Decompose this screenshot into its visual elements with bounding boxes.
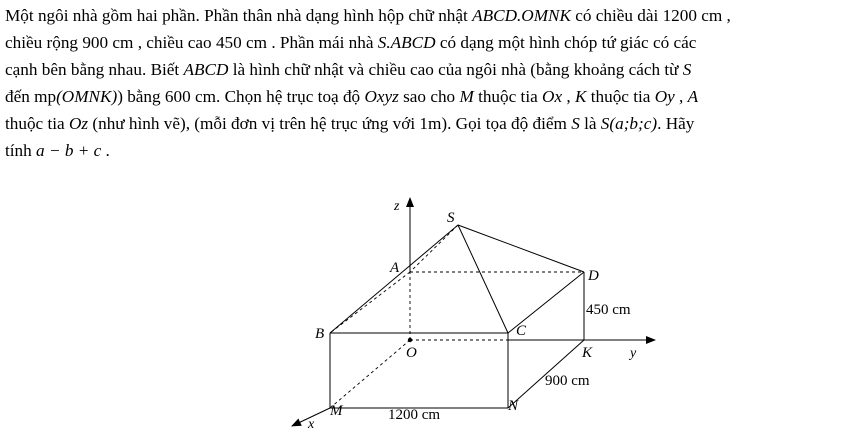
- math-point-a: A: [687, 87, 699, 106]
- label-axis-y: y: [630, 346, 637, 361]
- label-axis-z: z: [394, 199, 400, 214]
- math-ray-ox: Ox: [542, 87, 563, 106]
- problem-line-3: cạnh bên bằng nhau. Biết ABCD là hình chữ nhật và chiều cao của ngôi nhà (bằng khoảng cách từ S: [5, 60, 692, 79]
- math-rect-name: ABCD: [183, 60, 229, 79]
- edge-sb: [330, 225, 458, 333]
- edge-om: [330, 340, 410, 408]
- math-coord-s: S(a;b;c): [600, 114, 658, 133]
- math-system-oxyz: Oxyz: [364, 87, 399, 106]
- label-length-1200: 1200 cm: [388, 407, 441, 423]
- label-point-k: K: [582, 345, 593, 361]
- math-point-s: S: [682, 60, 692, 79]
- math-pyramid-name: S.ABCD: [377, 33, 436, 52]
- problem-line-6: tính a − b + c .: [5, 141, 110, 160]
- label-point-c: C: [516, 323, 527, 339]
- math-plane-omnk: (OMNK): [56, 87, 118, 106]
- math-ray-oz: Oz: [68, 114, 89, 133]
- label-height-450: 450 cm: [586, 302, 631, 318]
- problem-line-1: Một ngôi nhà gồm hai phần. Phần thân nhà dạng hình hộp chữ nhật ABCD.OMNK có chiều dài 1200 cm ,: [5, 6, 731, 25]
- math-point-m: M: [459, 87, 474, 106]
- label-point-o: O: [406, 345, 417, 361]
- label-axis-x: x: [308, 417, 315, 432]
- house-diagram: [280, 190, 670, 440]
- label-point-m: M: [330, 403, 343, 419]
- problem-line-5: thuộc tia Oz (như hình vẽ), (mỗi đơn vị trên hệ trục ứng với 1m). Gọi tọa độ điểm S là S(a;b;c). Hãy: [5, 114, 695, 133]
- math-point-s-2: S: [571, 114, 580, 133]
- math-expression: a − b + c: [36, 141, 102, 160]
- math-box-name: ABCD.OMNK: [472, 6, 571, 25]
- problem-statement: [5, 2, 855, 164]
- label-point-a: A: [390, 260, 400, 276]
- edge-sa: [410, 225, 458, 272]
- math-ray-oy: Oy: [654, 87, 675, 106]
- house-figure: [280, 190, 670, 445]
- label-width-900: 900 cm: [545, 373, 590, 389]
- label-point-b: B: [315, 326, 325, 342]
- math-point-k: K: [574, 87, 587, 106]
- origin-dot: [408, 338, 412, 342]
- problem-line-4: đến mp(OMNK)) bằng 600 cm. Chọn hệ trục toạ độ Oxyz sao cho M thuộc tia Ox , K thuộc tia Oy , A: [5, 87, 699, 106]
- problem-line-2: chiều rộng 900 cm , chiều cao 450 cm . Phần mái nhà S.ABCD có dạng một hình chóp tứ giác có các: [5, 33, 697, 52]
- label-point-d: D: [588, 268, 599, 284]
- edge-ab: [330, 272, 410, 333]
- label-point-n: N: [508, 398, 519, 414]
- label-point-s: S: [447, 210, 455, 226]
